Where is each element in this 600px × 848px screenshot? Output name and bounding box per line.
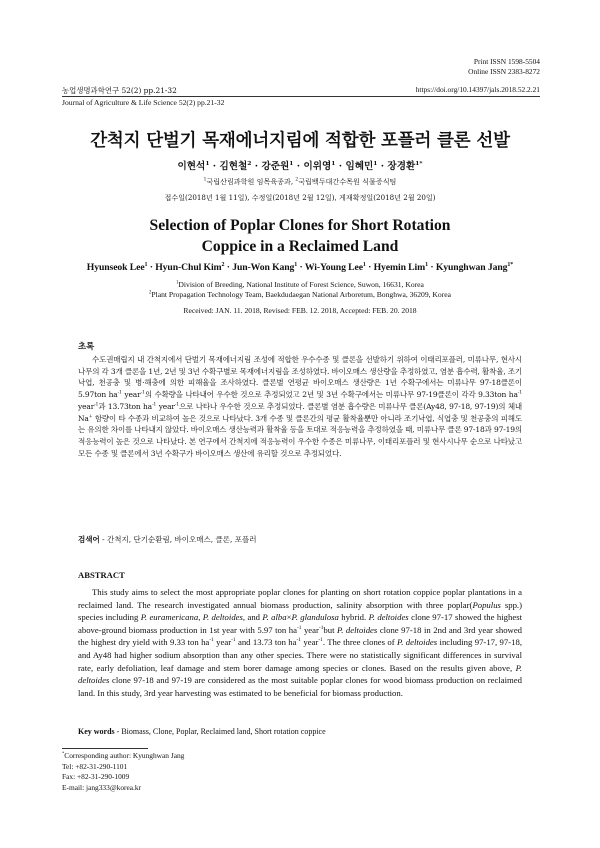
affil-mark: 2 bbox=[295, 177, 299, 183]
affil-mark: 1 bbox=[144, 261, 148, 268]
text-run: year bbox=[303, 624, 319, 635]
english-title bbox=[0, 215, 600, 257]
text-run: 으로 나타나 우수한 것으로 추정되었다. 클론별 염분 흡수량은 미류나무 클론(Ay48, 97-18, 97-19)의 체내 Na bbox=[78, 401, 523, 423]
affil-mark: 1 bbox=[205, 159, 210, 167]
author: Kyunghwan Jang bbox=[435, 262, 508, 273]
author: 임혜민 bbox=[345, 161, 374, 172]
title-line: Selection of Poplar Clones for Short Rotation bbox=[149, 217, 451, 234]
journal-english: Journal of Agriculture & Life Science 52(2) pp.21-32 bbox=[62, 98, 225, 107]
text-run: and 13.73 ton ha bbox=[235, 637, 297, 648]
footnote-mark: * bbox=[62, 750, 65, 756]
keywords-list: - 간척지, 단기순환림, 바이오매스, 클론, 포플러 bbox=[99, 535, 257, 544]
affiliation: 국립백두대간수목원 식물증식팀 bbox=[298, 177, 397, 186]
footnote bbox=[62, 751, 184, 793]
title-line: Coppice in a Reclaimed Land bbox=[201, 238, 399, 255]
text-run: clone 97-18 and 97-19 are considered as the most suitable poplar clones for wood biomass production on reclaimed land. In this study, 3rd year harvesting was estimated to be beneficial for biomass production. bbox=[78, 675, 522, 698]
affiliation: 국립산림과학원 임목육종과, bbox=[206, 177, 294, 186]
korean-affiliations bbox=[0, 177, 600, 187]
separator: · bbox=[368, 262, 372, 273]
superscript: -1 bbox=[140, 390, 145, 396]
text-run: year bbox=[121, 390, 141, 400]
separator: · bbox=[430, 262, 434, 273]
footnote-fax: Fax: +82-31-290-1009 bbox=[62, 772, 130, 782]
affil-mark: 1* bbox=[415, 159, 423, 167]
text-run: year bbox=[78, 401, 95, 411]
superscript: -1 bbox=[318, 637, 323, 644]
italic-run: P. alba bbox=[262, 612, 287, 623]
text-run: , and bbox=[242, 612, 263, 623]
footnote-rule bbox=[62, 748, 148, 749]
superscript: -1 bbox=[517, 390, 523, 396]
affiliation-line bbox=[0, 290, 600, 300]
affil-mark: 1 bbox=[331, 159, 336, 167]
text-run: 과 13.73ton ha bbox=[98, 401, 153, 411]
keywords-list: - Biomass, Clone, Poplar, Reclaimed land, Short rotation coppice bbox=[114, 727, 326, 736]
superscript: -1 bbox=[117, 390, 122, 396]
italic-run: P. glandulosa bbox=[291, 612, 339, 623]
affil-mark: 2 bbox=[221, 261, 225, 268]
superscript: + bbox=[88, 414, 93, 420]
affiliation-line bbox=[0, 280, 600, 290]
separator: · bbox=[380, 161, 385, 172]
text-run: × bbox=[286, 612, 292, 623]
korean-authors bbox=[0, 158, 600, 172]
text-run: year bbox=[156, 401, 175, 411]
author: 강준원 bbox=[261, 161, 290, 172]
text-run: This study aims to select the most appropriate poplar clones for planting on short rotation coppice poplar plantations in a reclaimed land. The research investigated annual biomass production, salinity absorption with three poplar( bbox=[78, 587, 522, 610]
author: Wi-Young Lee bbox=[304, 262, 363, 273]
separator: · bbox=[299, 262, 303, 273]
keywords-label: 검색어 bbox=[78, 535, 100, 544]
english-dates: Received: JAN. 11. 2018, Revised: FEB. 12. 2018, Accepted: FEB. 20. 2018 bbox=[183, 306, 417, 315]
english-affiliations bbox=[0, 280, 600, 300]
english-keywords bbox=[78, 727, 326, 736]
superscript: -1 bbox=[152, 402, 157, 408]
text-run: 의 수확량을 나타내어 우수한 것으로 추정되었고 2년 및 3년 수확구에서는 미류나무 97-19클론이 각각 9.33ton ha bbox=[144, 390, 518, 400]
superscript: -1 bbox=[231, 637, 236, 644]
superscript: -1 bbox=[174, 402, 180, 408]
affiliation: Division of Breeding, National Institute of Forest Science, Suwon, 16631, Korea bbox=[178, 280, 424, 289]
affil-mark: 1 bbox=[289, 159, 294, 167]
italic-run: P. deltoides bbox=[397, 637, 438, 648]
author: 이현석 bbox=[177, 161, 206, 172]
superscript: -1 bbox=[94, 402, 99, 408]
affil-mark: 1* bbox=[507, 261, 514, 268]
affil-mark: 1 bbox=[176, 280, 179, 286]
author: Hyun-Chul Kim bbox=[155, 262, 222, 273]
english-abstract-text bbox=[78, 586, 522, 699]
separator: · bbox=[296, 161, 301, 172]
italic-run: P. deltoides bbox=[368, 612, 409, 623]
text-run: . The three clones of bbox=[322, 637, 398, 648]
korean-keywords bbox=[78, 534, 257, 545]
footnote-tel: Tel: +82-31-290-1101 bbox=[62, 761, 128, 771]
italic-run: Populus bbox=[472, 599, 501, 610]
doi-link[interactable]: https://doi.org/10.14397/jals.2018.52.2.21 bbox=[415, 85, 540, 94]
text-run: clone 97-17 showed the highest above-ground biomass production in 1st year with 5.97 ton ha bbox=[78, 612, 522, 635]
online-issn: Online ISSN 2383-8272 bbox=[468, 67, 540, 76]
author: 이위영 bbox=[303, 161, 332, 172]
text-run: , bbox=[198, 612, 203, 623]
author: 장경환 bbox=[387, 161, 416, 172]
english-authors bbox=[0, 262, 600, 273]
text-run: year bbox=[301, 637, 319, 648]
author: Hyemin Lim bbox=[373, 262, 426, 273]
korean-title: 간척지 단벌기 목재에너지림에 적합한 포플러 클론 선발 bbox=[90, 131, 510, 151]
italic-run: P. deltoides bbox=[202, 612, 243, 623]
affiliation: Plant Propagation Technology Team, Baekdudaegan National Arboretum, Bonghwa, 36209, Korea bbox=[151, 290, 451, 299]
author: 김현철 bbox=[219, 161, 248, 172]
separator: · bbox=[338, 161, 343, 172]
header-rule bbox=[62, 96, 540, 97]
affil-mark: 1 bbox=[294, 261, 298, 268]
affil-mark: 2 bbox=[247, 159, 252, 167]
text-run: 수도권매립지 내 간척지에서 단벌기 목재에너지림 조성에 적합한 우수수종 및 클론을 선발하기 위하여 이태리포플러, 미류나무, 현사시나무의 각 3개 클론을 1년, 2년 및 3년 수확구별로 목재에너지림을 조성하였다. 바이오매스 생산량을 추정하였고, 염분 흡수력, 활착율, 조기낙엽, 천공충 및 병·해충에 의한 피해율을 조사하였다. 클론별 연평균 바이오매스 생산량은 1년 수확구에서는 미류나무 97-18클론이 5.97ton ha bbox=[78, 355, 522, 400]
text-run: hybrid. bbox=[338, 612, 369, 623]
print-issn: Print ISSN 1598-5504 bbox=[473, 57, 540, 66]
text-run: spp.) species including bbox=[78, 599, 522, 623]
italic-run: P. deltoides bbox=[337, 624, 378, 635]
text-run: year bbox=[213, 637, 232, 648]
journal-korean: 농업생명과학연구 52(2) pp.21-32 bbox=[62, 86, 177, 95]
separator: · bbox=[149, 262, 153, 273]
affil-mark: 1 bbox=[203, 177, 207, 183]
italic-run: P. euramericana bbox=[140, 612, 199, 623]
superscript: -1 bbox=[318, 624, 324, 631]
footnote-email[interactable]: E-mail: jang333@korea.kr bbox=[62, 782, 142, 792]
superscript: -1 bbox=[296, 637, 301, 644]
korean-dates: 접수일(2018년 1월 11일), 수정일(2018년 2월 12일), 게재확정일(2018년 2월 20일) bbox=[164, 193, 436, 202]
author: Hyunseok Lee bbox=[86, 262, 145, 273]
text-run: clone 97-18 in 2nd and 3rd year showed the highest dry yield with 9.33 ton ha bbox=[78, 624, 523, 648]
affil-mark: 2 bbox=[149, 290, 152, 296]
affil-mark: 1 bbox=[373, 159, 378, 167]
text-run: but bbox=[323, 624, 338, 635]
korean-abstract-text bbox=[78, 354, 522, 459]
italic-run: P. deltoides bbox=[78, 662, 522, 686]
affil-mark: 1 bbox=[362, 261, 366, 268]
superscript: -1 bbox=[296, 624, 302, 631]
separator: · bbox=[254, 161, 259, 172]
korean-abstract-heading: 초록 bbox=[78, 341, 95, 351]
text-run: including 97-17, 97-18, and Ay48 had higher sodium absorption than any other species. There were no statistically significant differences in survival rate, early defoliation, leaf damage and stem borer damage among species or clones. Based on the results given above, bbox=[78, 637, 522, 673]
keywords-label: Key words bbox=[78, 727, 115, 736]
author: Jun-Won Kang bbox=[232, 262, 295, 273]
affil-mark: 1 bbox=[425, 261, 429, 268]
issn-block bbox=[468, 57, 540, 77]
separator: · bbox=[212, 161, 217, 172]
english-abstract-heading: ABSTRACT bbox=[78, 570, 125, 580]
separator: · bbox=[226, 262, 230, 273]
corresponding-author bbox=[62, 751, 184, 762]
text-run: 함량이 타 수종과 비교하여 높은 것으로 나타났다. 3개 수종 및 클론간의 평균 활착율뿐만 아니라 조기낙엽, 식엽충 및 천공충의 피해도는 유의한 차이를 나타내지 않았다. 바이오매스 생산능력과 활착율 등을 토대로 적응능력을 추정하였을 때, 미류나무 클론 97-18과 97-19의 적응능력이 높은 것으로 나타났다. 본 연구에서 간척지에 적응능력이 우수한 수종은 미류나무, 이태리포플러 및 현사시나무 순으로 나타났고 모든 수종 및 클론에서 3년 수확구가 바이오매스 생산에 유리할 것으로 추정되었다. bbox=[78, 413, 522, 458]
superscript: -1 bbox=[209, 637, 214, 644]
footnote-text: Corresponding author: Kyunghwan Jang bbox=[64, 751, 185, 760]
